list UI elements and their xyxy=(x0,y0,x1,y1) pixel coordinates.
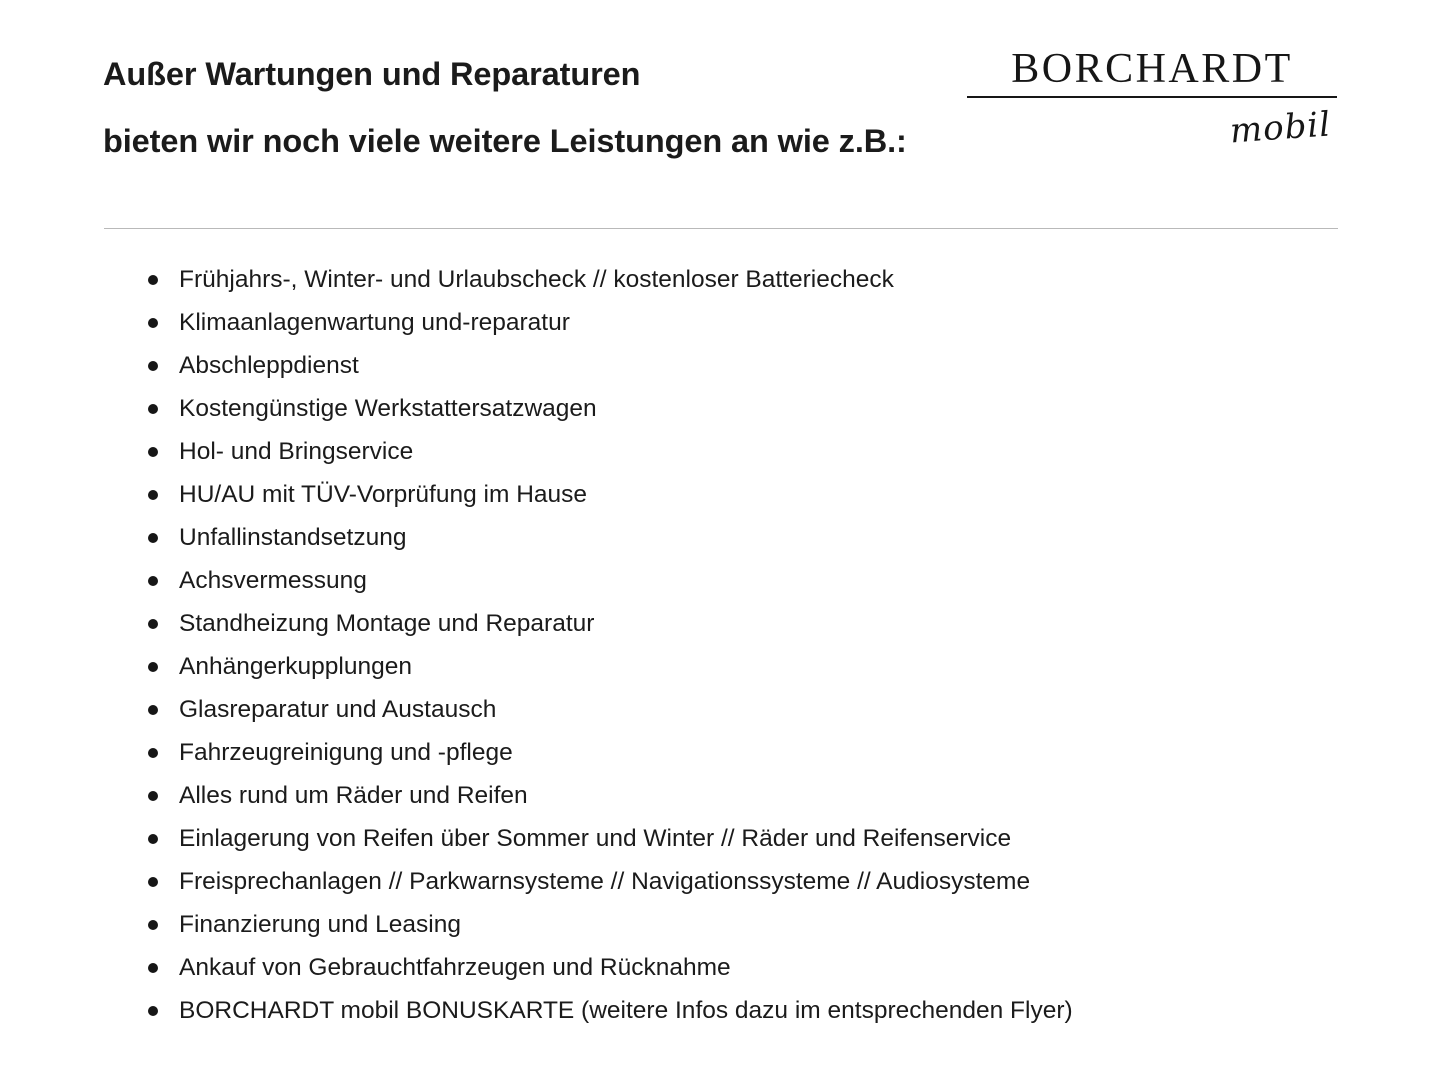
bullet-icon xyxy=(148,447,158,457)
page-title-line-1: Außer Wartungen und Reparaturen xyxy=(103,56,641,92)
list-item xyxy=(146,774,1396,817)
bullet-icon xyxy=(148,533,158,543)
bullet-icon xyxy=(148,490,158,500)
list-item-label: Hol- und Bringservice xyxy=(179,438,414,465)
logo-underline-divider xyxy=(967,96,1337,98)
borchardt-mobil-logo xyxy=(967,46,1337,152)
list-item xyxy=(146,602,1396,645)
list-item xyxy=(146,989,1396,1032)
list-item xyxy=(146,817,1396,860)
bullet-icon xyxy=(148,404,158,414)
list-item-label: Fahrzeugreinigung und -pflege xyxy=(179,739,513,766)
bullet-icon xyxy=(148,920,158,930)
list-item-label: Unfallinstandsetzung xyxy=(179,524,407,551)
list-item-label: Kostengünstige Werkstattersatzwagen xyxy=(179,395,597,422)
list-item-label: Anhängerkupplungen xyxy=(179,653,412,680)
list-item xyxy=(146,645,1396,688)
list-item xyxy=(146,559,1396,602)
list-item xyxy=(146,430,1396,473)
list-item xyxy=(146,516,1396,559)
list-item xyxy=(146,258,1396,301)
list-item xyxy=(146,731,1396,774)
bullet-icon xyxy=(148,834,158,844)
list-item xyxy=(146,344,1396,387)
list-item xyxy=(146,903,1396,946)
list-item xyxy=(146,387,1396,430)
bullet-icon xyxy=(148,963,158,973)
bullet-icon xyxy=(148,576,158,586)
list-item xyxy=(146,860,1396,903)
list-item-label: Ankauf von Gebrauchtfahrzeugen und Rücknahme xyxy=(179,954,731,981)
bullet-icon xyxy=(148,791,158,801)
list-item-label: Abschleppdienst xyxy=(179,352,359,379)
bullet-icon xyxy=(148,361,158,371)
bullet-icon xyxy=(148,619,158,629)
header-divider xyxy=(104,228,1338,229)
list-item xyxy=(146,946,1396,989)
bullet-icon xyxy=(148,275,158,285)
list-item-label: Klimaanlagenwartung und-reparatur xyxy=(179,309,570,336)
list-item-label: Achsvermessung xyxy=(179,567,367,594)
list-item xyxy=(146,301,1396,344)
logo-wordmark: BORCHARDT xyxy=(1011,46,1293,92)
list-item-label: HU/AU mit TÜV-Vorprüfung im Hause xyxy=(179,481,588,508)
list-item-label: Glasreparatur und Austausch xyxy=(179,696,497,723)
list-item xyxy=(146,473,1396,516)
list-item xyxy=(146,688,1396,731)
bullet-icon xyxy=(148,748,158,758)
bullet-icon xyxy=(148,662,158,672)
bullet-icon xyxy=(148,877,158,887)
services-list xyxy=(146,258,1396,1032)
list-item-label: Einlagerung von Reifen über Sommer und Winter // Räder und Reifenservice xyxy=(179,825,1012,852)
list-item-label: Frühjahrs-, Winter- und Urlaubscheck // kostenloser Batteriecheck xyxy=(179,266,894,293)
page-title-line-2: bieten wir noch viele weitere Leistungen an wie z.B.: xyxy=(103,122,907,159)
bullet-icon xyxy=(148,1006,158,1016)
bullet-icon xyxy=(148,318,158,328)
list-item-label: Freisprechanlagen // Parkwarnsysteme // Navigationssysteme // Audiosysteme xyxy=(179,868,1031,895)
bullet-icon xyxy=(148,705,158,715)
list-item-label: Standheizung Montage und Reparatur xyxy=(179,610,595,637)
list-item-label: Finanzierung und Leasing xyxy=(179,911,461,938)
list-item-label: Alles rund um Räder und Reifen xyxy=(179,782,528,809)
logo-script-mobil: mobil xyxy=(1228,104,1333,152)
list-item-label: BORCHARDT mobil BONUSKARTE (weitere Infos dazu im entsprechenden Flyer) xyxy=(179,997,1073,1024)
